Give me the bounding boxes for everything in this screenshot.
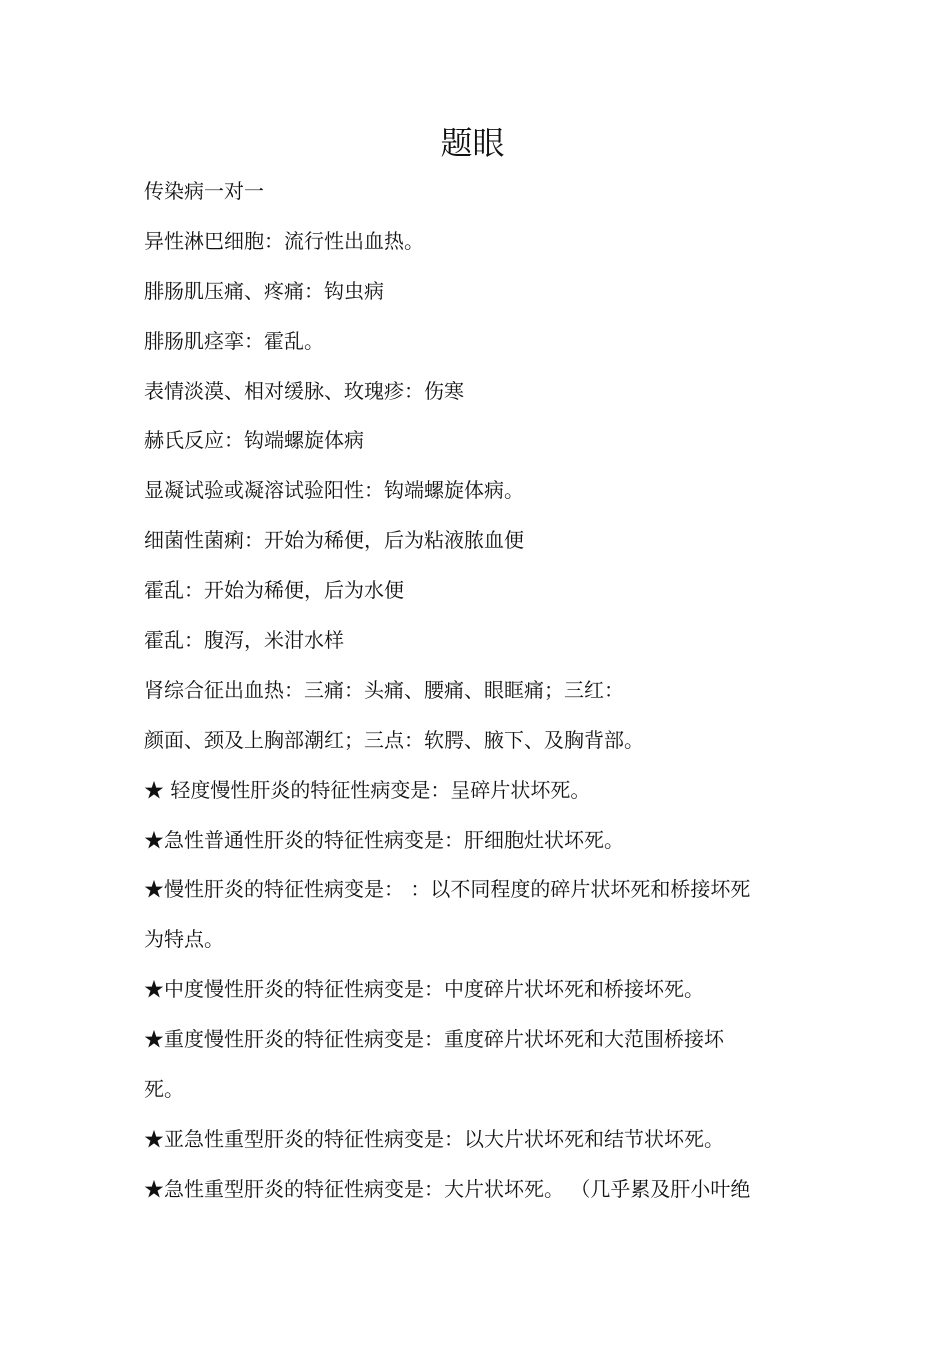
text-line: 腓肠肌压痛、疼痛：钩虫病 <box>144 278 384 303</box>
text-line: 显凝试验或凝溶试验阳性：钩端螺旋体病。 <box>144 478 524 503</box>
text-line: ★急性重型肝炎的特征性病变是：大片状坏死。 （几乎累及肝小叶绝 <box>144 1176 751 1201</box>
text-line: 霍乱：腹泻，米泔水样 <box>144 628 344 653</box>
text-line: 肾综合征出血热：三痛：头痛、腰痛、眼眶痛；三红： <box>144 677 624 702</box>
text-line: ★重度慢性肝炎的特征性病变是：重度碎片状坏死和大范围桥接坏 <box>144 1027 724 1052</box>
text-line: 腓肠肌痉挛：霍乱。 <box>144 328 324 353</box>
text-line: 赫氏反应：钩端螺旋体病 <box>144 428 364 453</box>
text-line: 颜面、颈及上胸部潮红；三点：软腭、腋下、及胸背部。 <box>144 727 644 752</box>
content-lines <box>144 176 824 1224</box>
text-line: ★亚急性重型肝炎的特征性病变是：以大片状坏死和结节状坏死。 <box>144 1126 724 1151</box>
text-line: ★急性普通性肝炎的特征性病变是：肝细胞灶状坏死。 <box>144 827 624 852</box>
text-line: ★中度慢性肝炎的特征性病变是：中度碎片状坏死和桥接坏死。 <box>144 977 704 1002</box>
text-line: 为特点。 <box>144 927 224 952</box>
text-line: ★慢性肝炎的特征性病变是： ：以不同程度的碎片状坏死和桥接坏死 <box>144 877 751 902</box>
text-line: 霍乱：开始为稀便，后为水便 <box>144 578 404 603</box>
text-line: 传染病一对一 <box>144 179 264 203</box>
text-line: ★ 轻度慢性肝炎的特征性病变是：呈碎片状坏死。 <box>144 777 591 802</box>
text-line: 细菌性菌痢：开始为稀便，后为粘液脓血便 <box>144 528 524 553</box>
text-line: 异性淋巴细胞：流行性出血热。 <box>144 228 424 253</box>
text-line: 死。 <box>144 1077 184 1102</box>
text-line: 表情淡漠、相对缓脉、玫瑰疹：伤寒 <box>144 378 464 403</box>
page-title: 题眼 <box>440 124 505 162</box>
